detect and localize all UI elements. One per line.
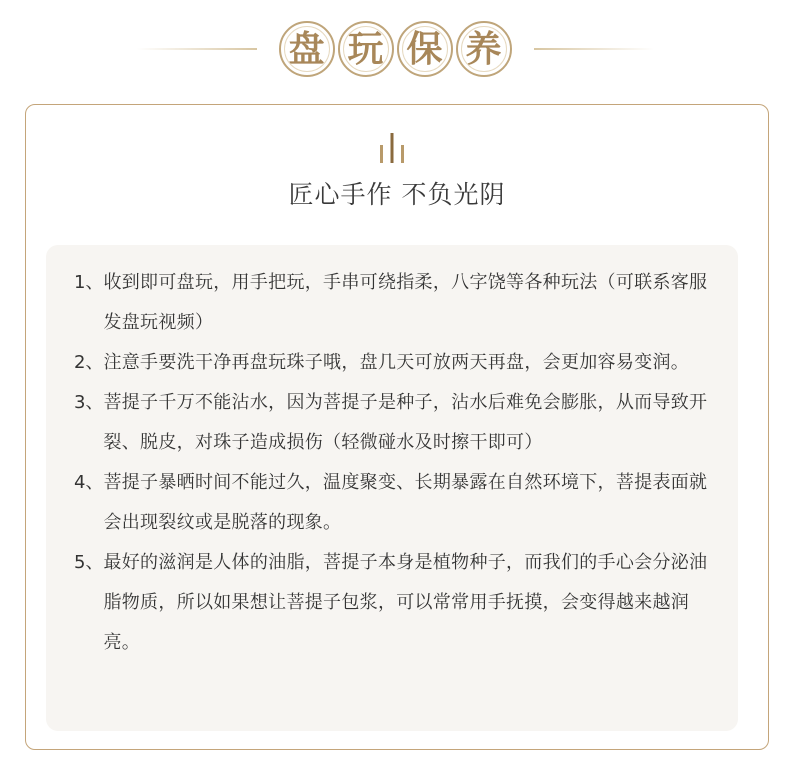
title-char: 养 [465, 28, 502, 70]
item-text: 菩提子千万不能沾水，因为菩提子是种子，沾水后难免会膨胀，从而导致开裂、脱皮，对珠子造成损伤（轻微碰水及时擦干即可） [103, 392, 708, 453]
title-char: 盘 [288, 28, 325, 70]
item-text: 收到即可盘玩，用手把玩，手串可绕指柔，八字饶等各种玩法（可联系客服发盘玩视频） [103, 272, 708, 333]
ornament-bars-icon [378, 131, 406, 165]
item-number: 5、 [74, 552, 104, 573]
card-subtitle: 匠心手作 不负光阴 [288, 180, 506, 209]
title-char: 玩 [347, 28, 384, 70]
title-char-badge [279, 21, 335, 77]
care-instructions [46, 245, 738, 731]
section-title [279, 21, 512, 77]
title-char: 保 [406, 28, 443, 70]
item-text: 注意手要洗干净再盘玩珠子哦，盘几天可放两天再盘，会更加容易变润。 [103, 352, 690, 373]
list-item [74, 343, 718, 383]
item-number: 3、 [74, 392, 104, 413]
title-char-badge [397, 21, 453, 77]
item-text: 菩提子暴晒时间不能过久，温度聚变、长期暴露在自然环境下，菩提表面就会出现裂纹或是脱落的现象。 [103, 472, 708, 533]
care-card [25, 104, 769, 750]
title-char-badge [338, 21, 394, 77]
list-item [74, 543, 718, 663]
list-item [74, 463, 718, 543]
item-number: 4、 [74, 472, 104, 493]
list-item [74, 263, 718, 343]
header-divider-left [137, 48, 257, 50]
item-number: 1、 [74, 272, 104, 293]
item-text: 最好的滋润是人体的油脂，菩提子本身是植物种子，而我们的手心会分泌油脂物质，所以如果想让菩提子包浆，可以常常用手抚摸，会变得越来越润亮。 [103, 552, 708, 653]
list-item [74, 383, 718, 463]
title-char-badge [456, 21, 512, 77]
header-divider-right [534, 48, 654, 50]
section-header [0, 14, 790, 84]
item-number: 2、 [74, 352, 104, 373]
